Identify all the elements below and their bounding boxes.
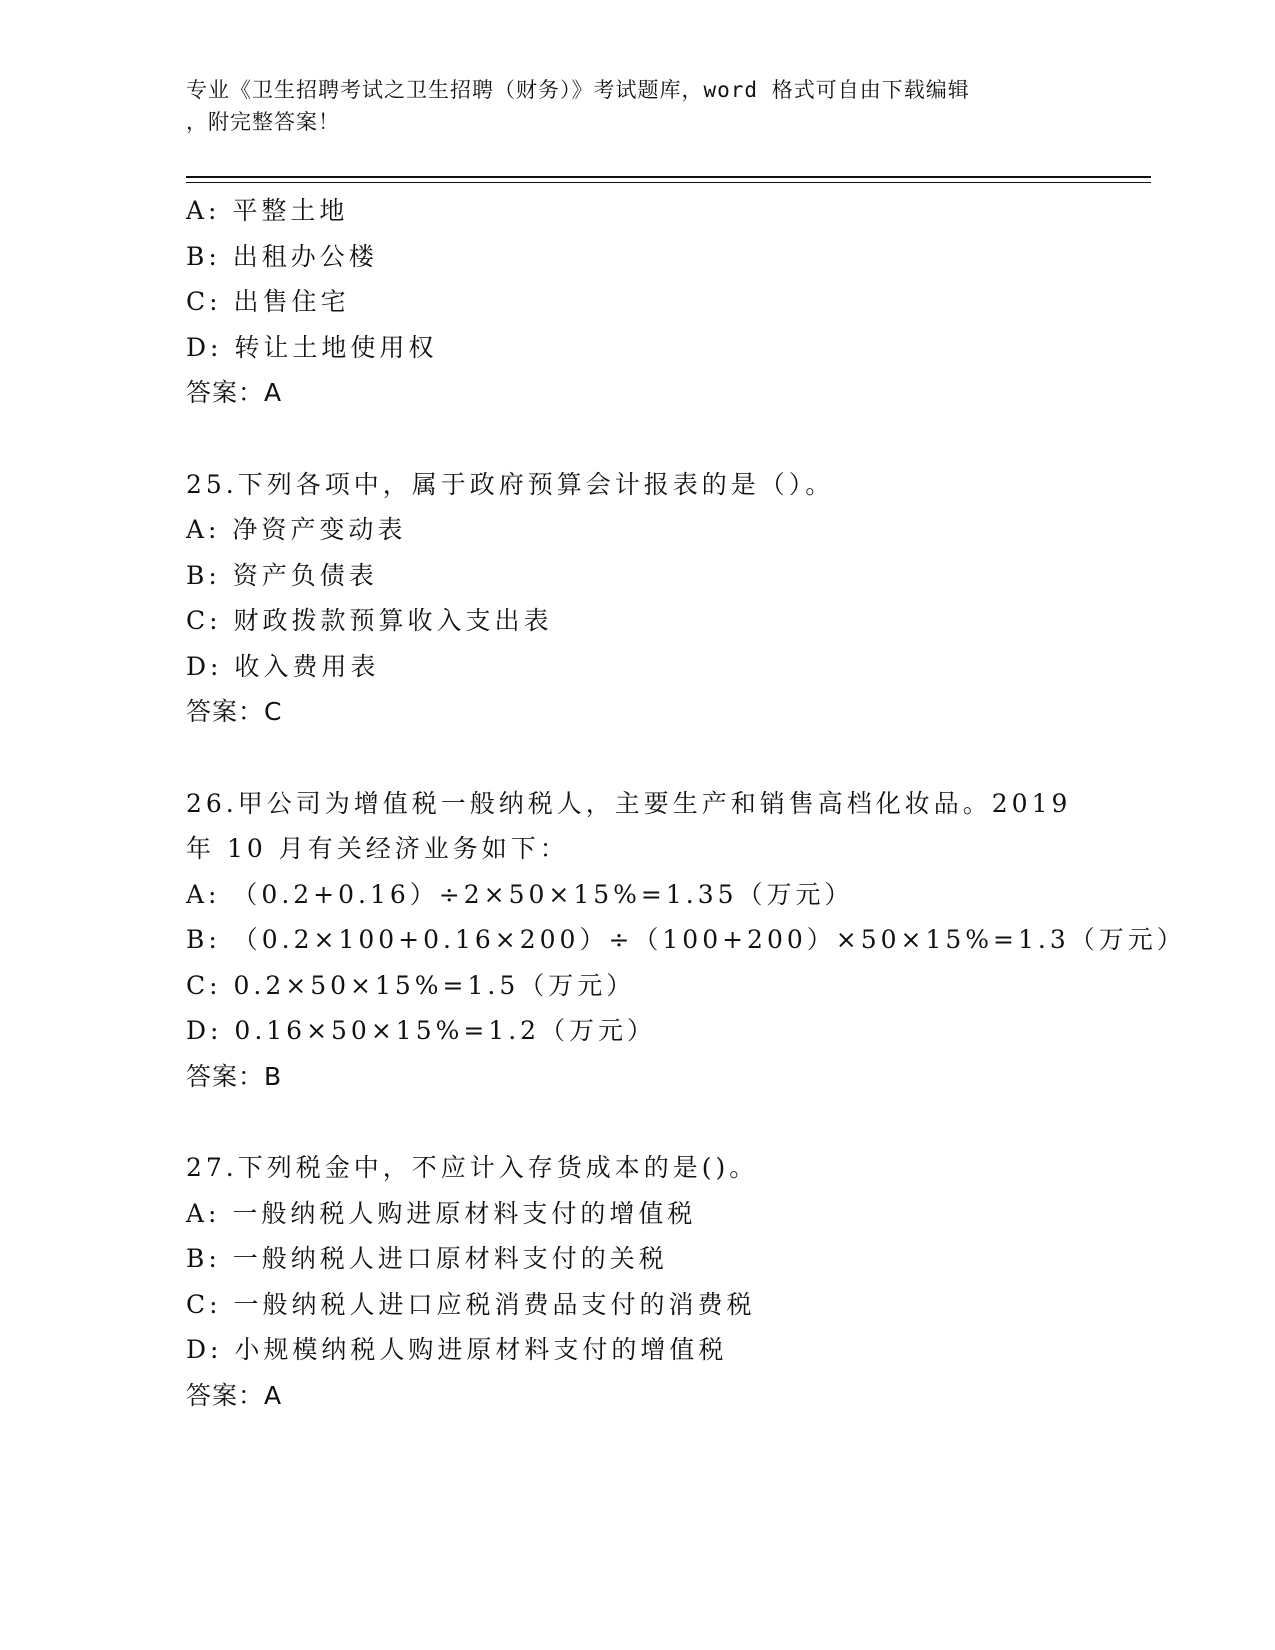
option-c: C: 0.2×50×15%=1.5（万元） bbox=[186, 970, 636, 1000]
answer: 答案：A bbox=[186, 1380, 283, 1410]
question-text-line-2: 年 10 月有关经济业务如下： bbox=[186, 834, 569, 863]
option-d: D: 0.16×50×15%=1.2（万元） bbox=[186, 1016, 657, 1045]
option-b: B: 出租办公楼 bbox=[186, 241, 378, 271]
option-a: A: 平整土地 bbox=[186, 196, 349, 225]
answer: 答案：C bbox=[186, 697, 283, 726]
option-c: C: 财政拨款预算收入支出表 bbox=[186, 606, 553, 635]
option-c: C: 一般纳税人进口应税消费品支付的消费税 bbox=[186, 1289, 756, 1319]
header-rule-thick bbox=[186, 176, 1151, 178]
option-b: B: 资产负债表 bbox=[186, 560, 378, 590]
question-text-line-1: 26.甲公司为增值税一般纳税人，主要生产和销售高档化妆品。2019 bbox=[186, 788, 1072, 818]
question-26 bbox=[186, 781, 1186, 1100]
question-text: 27.下列税金中，不应计入存货成本的是()。 bbox=[186, 1153, 759, 1182]
option-d: D: 小规模纳税人购进原材料支付的增值税 bbox=[186, 1335, 728, 1364]
question-27 bbox=[186, 1145, 1186, 1418]
question-24 bbox=[186, 188, 1186, 416]
question-list bbox=[186, 188, 1186, 1418]
option-b: B: 一般纳税人进口原材料支付的关税 bbox=[186, 1244, 668, 1273]
option-c: C: 出售住宅 bbox=[186, 287, 350, 316]
option-b: B: （0.2×100+0.16×200）÷（100+200）×50×15%=1.3（万元） bbox=[186, 925, 1186, 954]
option-a: A: 净资产变动表 bbox=[186, 515, 407, 544]
option-a: A: （0.2+0.16）÷2×50×15%=1.35（万元） bbox=[186, 879, 854, 909]
document-header bbox=[186, 74, 1086, 138]
question-25 bbox=[186, 462, 1186, 735]
option-d: D: 转让土地使用权 bbox=[186, 332, 438, 362]
answer: 答案：B bbox=[186, 1061, 283, 1091]
option-d: D: 收入费用表 bbox=[186, 651, 380, 681]
header-line-2: ，附完整答案！ bbox=[186, 110, 340, 134]
answer: 答案：A bbox=[186, 378, 283, 407]
header-rule-thin bbox=[186, 182, 1151, 183]
header-line-1: 专业《卫生招聘考试之卫生招聘（财务）》考试题库，word 格式可自由下载编辑 bbox=[186, 78, 970, 102]
question-text: 25.下列各项中，属于政府预算会计报表的是（）。 bbox=[186, 469, 835, 499]
option-a: A: 一般纳税人购进原材料支付的增值税 bbox=[186, 1198, 697, 1228]
